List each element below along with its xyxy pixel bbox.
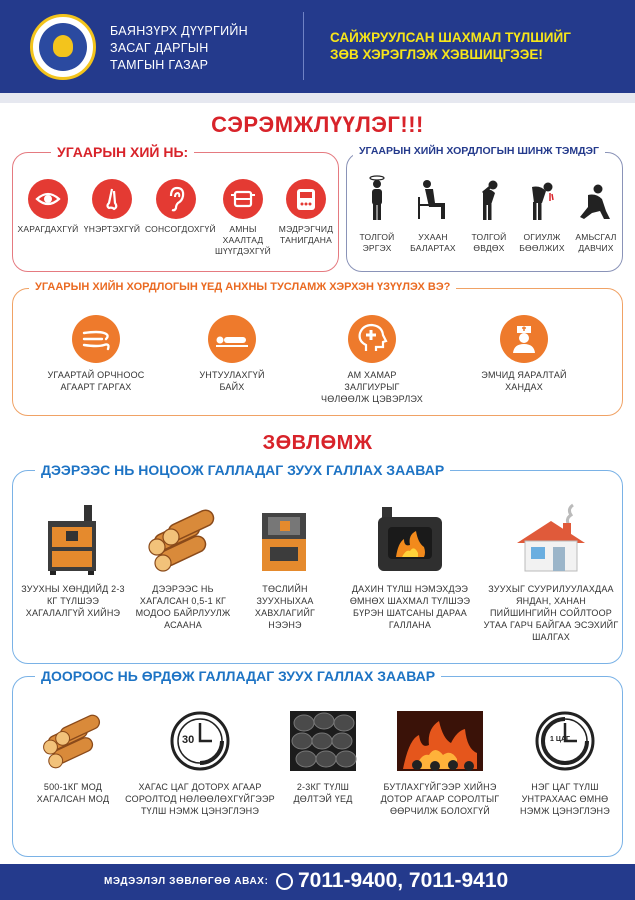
- slogan-line-2: ЗӨВ ХЭРЭГЛЭЖ ХЭВШИЦГЭЭЕ!: [330, 47, 543, 62]
- sign-label: ТОЛГОЙ ӨВДӨХ: [471, 232, 507, 253]
- top-lit-stove-panel: [12, 462, 623, 664]
- first-aid-no-sleep: [189, 315, 275, 393]
- stove-icon: [38, 503, 108, 577]
- first-aid-label: УНТУУЛАХГҮЙ БАЙХ: [199, 370, 265, 392]
- step-label: ДЭЭРЭЭС НЬ ХАГАЛСАН 0,5-1 КГ МОДОО БАЙРЛУУЛЖ АСААНА: [135, 584, 231, 630]
- step-label: 2-3КГ ТҮЛШ ДӨЛТЭЙ ҮЕД: [293, 782, 353, 804]
- bottom-step-2: [125, 709, 275, 817]
- first-aid-label: ЭМЧИД ЯАРАЛТАЙ ХАНДАХ: [481, 370, 567, 392]
- firewood-icon: [143, 503, 223, 577]
- sign-dizziness: [351, 175, 403, 254]
- footer-label: МЭДЭЭЛЭЛ ЗӨВЛӨГӨӨ АВАХ:: [104, 876, 269, 887]
- top-step-4: [343, 503, 477, 631]
- phone-numbers[interactable]: 7011-9400, 7011-9410: [298, 869, 509, 892]
- advice-title: ЗӨВЛӨМЖ: [262, 432, 373, 454]
- sign-label: ОГИУЛЖ БӨӨЛЖИХ: [519, 232, 565, 253]
- property-label: ХАРАГДАХГҮЙ: [17, 224, 79, 234]
- step-label: ЗУУХНЫ ХӨНДИЙД 2-3 КГ ТҮЛШЭЭ ХАГАЛАЛГҮЙ ХИЙНЭ: [21, 584, 125, 618]
- sign-headache: [463, 175, 515, 254]
- top-step-3: [237, 503, 333, 631]
- org-line-2: ЗАСАГ ДАРГЫН: [110, 41, 209, 55]
- sign-breathless: [569, 175, 623, 254]
- co-properties-title: УГААРЫН ХИЙ НЬ:: [51, 144, 194, 160]
- mouth-icon: [223, 179, 263, 219]
- phone-icon: [276, 873, 293, 890]
- briquette-icon: [288, 709, 358, 773]
- breathless-person-icon: [576, 175, 616, 221]
- first-aid-airway: [319, 315, 425, 405]
- step-label: ХАГАС ЦАГ ДОТОРХ АГААР СОРОЛТОД НӨЛӨӨЛӨХГҮЙГЭЭР ТҮЛШ НЭМЖ ЦЭНЭГЛЭНЭ: [125, 782, 275, 816]
- headache-person-icon: [469, 175, 509, 221]
- top-step-2: [135, 503, 231, 631]
- slogan-line-1: САЙЖРУУЛСАН ШАХМАЛ ТҮЛШИЙГ: [330, 30, 571, 45]
- stove-lid-icon: [250, 503, 320, 577]
- org-line-1: БАЯНЗҮРХ ДҮҮРГИЙН: [110, 24, 248, 38]
- first-aid-doctor: [475, 315, 573, 393]
- bottom-step-1: [25, 709, 121, 805]
- poisoning-signs-title: УГААРЫН ХИЙН ХОРДЛОГЫН ШИНЖ ТЭМДЭГ: [353, 145, 605, 157]
- step-label: ДАХИН ТҮЛШ НЭМЭХДЭЭ ӨМНӨХ ШАХМАЛ ТҮЛШЭЭ БҮРЭН ШАТСАНЫ ДАРАА ГАЛЛАНА: [349, 584, 471, 630]
- clock-icon: [168, 709, 232, 773]
- first-aid-label: АМ ХАМАР ЗАЛГИУРЫГ ЧӨЛӨӨЛЖ ЦЭВЭРЛЭХ: [321, 370, 423, 404]
- bottom-lit-stove-panel: [12, 668, 623, 857]
- step-label: НЭГ ЦАГ ТҮЛШ УНТРАХААС ӨМНӨ НЭМЖ ЦЭНЭГЛЭНЭ: [520, 782, 610, 816]
- detector-icon: [286, 179, 326, 219]
- first-aid-fresh-air: [43, 315, 149, 393]
- property-label: АМНЫ ХААЛТАД ШҮҮГДЭХГҮЙ: [215, 224, 271, 256]
- head-plus-icon: [348, 315, 396, 363]
- first-aid-panel: [12, 281, 623, 416]
- property-label: СОНСОГДОХГҮЙ: [145, 224, 216, 234]
- warning-title: СЭРЭМЖЛҮҮЛЭГ!!!: [211, 112, 424, 137]
- first-aid-title: УГААРЫН ХИЙН ХОРДЛОГЫН ҮЕД АНХНЫ ТУСЛАМЖ ХЭРХЭН ҮЗҮҮЛЭХ ВЭ?: [29, 281, 456, 293]
- bottom-lit-stove-title: ДООРООС НЬ ӨРДӨЖ ГАЛЛАДАГ ЗУУХ ГАЛЛАХ ЗААВАР: [35, 668, 441, 684]
- header-banner: [0, 0, 635, 93]
- eye-icon: [28, 179, 68, 219]
- dizzy-person-icon: [357, 175, 397, 221]
- step-label: БУТЛАХГҮЙГЭЭР ХИЙНЭ ДОТОР АГААР СОРОЛТЫГ ӨӨРЧИЛЖ БОЛОХГҮЙ: [380, 782, 500, 816]
- header-divider: [303, 12, 304, 80]
- property-label: ҮНЭРТЭХГҮЙ: [83, 224, 141, 234]
- top-step-1: [21, 503, 125, 619]
- sign-vomiting: [515, 175, 569, 254]
- org-line-3: ТАМГЫН ГАЗАР: [110, 58, 209, 72]
- poisoning-signs-panel: [346, 145, 623, 272]
- clock-label: 30: [182, 734, 195, 746]
- coal-fire-icon: [395, 709, 485, 773]
- ear-icon: [156, 179, 196, 219]
- property-mask: [211, 179, 275, 257]
- slogan: [330, 29, 620, 63]
- house-icon: [511, 503, 591, 577]
- header-strip: [0, 93, 635, 103]
- property-odorless: [81, 179, 143, 235]
- firewood-icon: [33, 709, 113, 773]
- lying-person-icon: [208, 315, 256, 363]
- top-lit-stove-title: ДЭЭРЭЭС НЬ НОЦООЖ ГАЛЛАДАГ ЗУУХ ГАЛЛАХ ЗААВАР: [35, 462, 450, 478]
- step-label: ЗУУХЫГ СУУРИЛУУЛАХДАА ЯНДАН, ХАНАН ПИЙШИНГИЙН СОЙЛТООР УТАА ГАРЧ БАЙГАА ЭСЭХИЙГ ШАЛГАХ: [483, 584, 619, 642]
- property-label: МЭДРЭГЧИД ТАНИГДАНА: [278, 224, 334, 245]
- sign-label: УХААН БАЛАРТАХ: [410, 232, 456, 253]
- clock-icon: [533, 709, 597, 773]
- top-step-5: [483, 503, 619, 643]
- property-detector: [275, 179, 337, 246]
- step-label: 500-1КГ МОД ХАГАЛСАН МОД: [36, 782, 110, 804]
- step-label: ТӨСЛИЙН ЗУУХНЫХАА ХАВХЛАГИЙГ НЭЭНЭ: [254, 584, 316, 630]
- bottom-step-5: [513, 709, 617, 817]
- vomiting-person-icon: [522, 175, 562, 221]
- co-properties-panel: [12, 144, 339, 272]
- bottom-step-4: [375, 709, 505, 817]
- property-invisible: [17, 179, 79, 235]
- first-aid-label: УГААРТАЙ ОРЧНООС АГААРТ ГАРГАХ: [47, 370, 145, 392]
- sign-label: АМЬСГАЛ ДАВЧИХ: [575, 232, 617, 253]
- sign-label: ТОЛГОЙ ЭРГЭХ: [359, 232, 395, 253]
- organization-name: [110, 23, 290, 74]
- footer-bar: [0, 864, 635, 900]
- bottom-step-3: [281, 709, 365, 805]
- sitting-person-icon: [413, 175, 453, 221]
- nose-icon: [92, 179, 132, 219]
- district-emblem-icon: [30, 14, 96, 80]
- doctor-icon: [500, 315, 548, 363]
- sign-fainting: [405, 175, 461, 254]
- fresh-air-icon: [72, 315, 120, 363]
- clock-label: 1 ЦАГ: [550, 736, 570, 743]
- burning-stove-icon: [368, 503, 452, 577]
- property-silent: [145, 179, 216, 235]
